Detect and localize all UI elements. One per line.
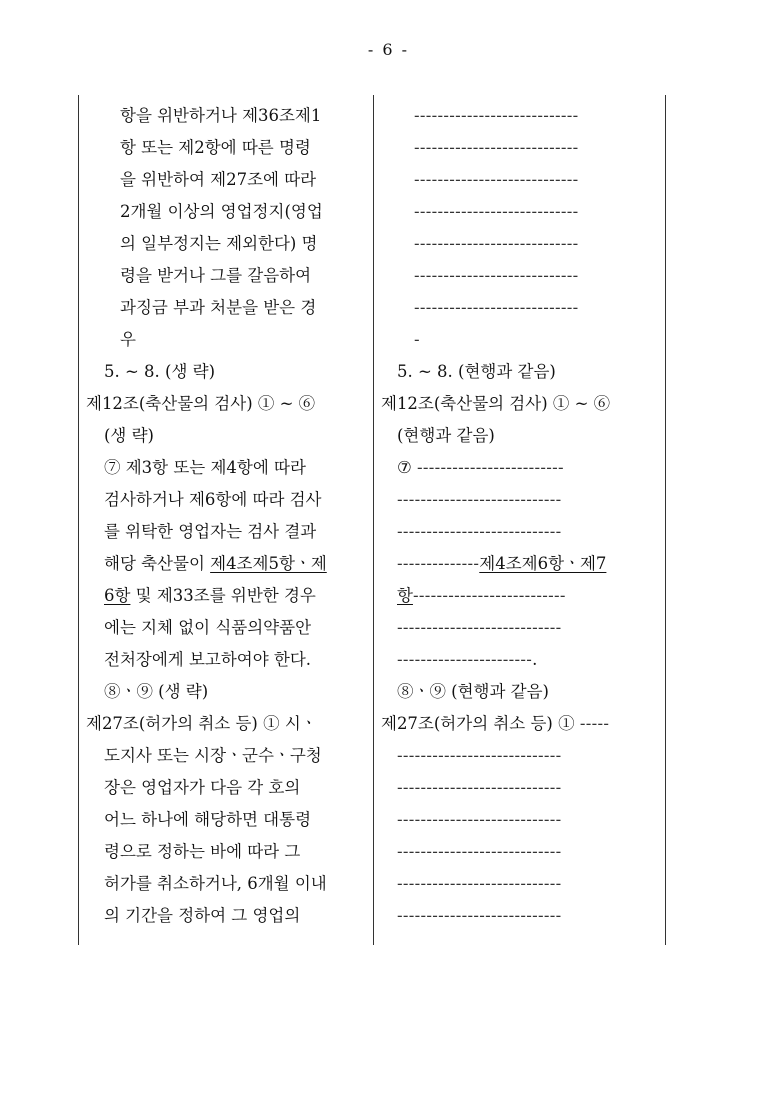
- left-line: 2개월 이상의 영업정지(영업: [120, 202, 323, 221]
- left-line: 제12조(축산물의 검사) ① ~ ⑥: [86, 394, 316, 413]
- left-line: 과징금 부과 처분을 받은 경: [120, 298, 317, 317]
- left-line: 항을 위반하거나 제36조제1: [120, 106, 322, 125]
- right-dash-line: ----------------------------: [397, 746, 562, 765]
- right-dash-line: ----------------------------: [397, 618, 562, 637]
- amended-reference: 제4조제5항ㆍ제: [210, 554, 327, 573]
- right-dash-line: ----------------------------: [397, 842, 562, 861]
- table-left-border: [78, 95, 79, 945]
- page-number: - 6 -: [367, 40, 410, 59]
- right-dash-line: ----------------------------: [414, 298, 579, 317]
- amended-reference: 항: [397, 586, 413, 605]
- left-line: 장은 영업자가 다음 각 호의: [104, 778, 301, 797]
- right-dash-line: ----------------------------: [414, 234, 579, 253]
- right-dash-line: ----------------------------: [397, 874, 562, 893]
- left-line: ⑦ 제3항 또는 제4항에 따라: [104, 458, 306, 477]
- right-line: 5. ~ 8. (현행과 같음): [397, 362, 556, 381]
- right-dash-line: ----------------------------: [397, 778, 562, 797]
- left-line: 어느 하나에 해당하면 대통령: [104, 810, 312, 829]
- right-dash-line: ----------------------------: [397, 810, 562, 829]
- right-line: (현행과 같음): [397, 426, 495, 445]
- left-line: ⑧ㆍ⑨ (생 략): [104, 682, 209, 701]
- left-line: 항 또는 제2항에 따른 명령: [120, 138, 311, 157]
- left-line: 의 일부정지는 제외한다) 명: [120, 234, 318, 253]
- left-line: 령으로 정하는 바에 따라 그: [104, 842, 301, 861]
- left-line: 령을 받거나 그를 갈음하여: [120, 266, 312, 285]
- right-line: 제12조(축산물의 검사) ① ~ ⑥: [381, 394, 611, 413]
- right-dash-line: ----------------------------: [397, 490, 562, 509]
- comparison-table: [78, 95, 666, 945]
- table-center-divider: [373, 95, 374, 945]
- right-line: --------------제4조제6항ㆍ제7: [397, 554, 607, 573]
- left-line: 검사하거나 제6항에 따라 검사: [104, 490, 322, 509]
- right-line: 제27조(허가의 취소 등) ① -----: [381, 714, 610, 733]
- amended-reference: 제4조제6항ㆍ제7: [479, 554, 607, 573]
- left-line: 허가를 취소하거나, 6개월 이내: [104, 874, 327, 893]
- right-line: ⑧ㆍ⑨ (현행과 같음): [397, 682, 549, 701]
- right-dash-line: ----------------------------: [414, 202, 579, 221]
- right-dash-line: ----------------------------: [397, 906, 562, 925]
- right-line: -----------------------.: [397, 650, 538, 669]
- left-line: 제27조(허가의 취소 등) ① 시ㆍ: [86, 714, 317, 733]
- left-line: 5. ~ 8. (생 략): [104, 362, 216, 381]
- left-line: 에는 지체 없이 식품의약품안: [104, 618, 312, 637]
- right-line: 항--------------------------: [397, 586, 566, 605]
- left-line: 도지사 또는 시장ㆍ군수ㆍ구청: [104, 746, 322, 765]
- left-line: 6항 및 제33조를 위반한 경우: [104, 586, 316, 605]
- amended-reference: 6항: [104, 586, 131, 605]
- right-dash-line: -: [414, 330, 420, 349]
- left-line: 우: [120, 330, 136, 349]
- right-dash-line: ----------------------------: [414, 266, 579, 285]
- right-dash-line: ----------------------------: [397, 522, 562, 541]
- left-line: 을 위반하여 제27조에 따라: [120, 170, 317, 189]
- left-line: 전처장에게 보고하여야 한다.: [104, 650, 312, 669]
- right-dash-line: ----------------------------: [414, 170, 579, 189]
- left-line: 해당 축산물이 제4조제5항ㆍ제: [104, 554, 327, 573]
- right-dash-line: ----------------------------: [414, 138, 579, 157]
- left-line: 를 위탁한 영업자는 검사 결과: [104, 522, 317, 541]
- right-line: ⑦ -------------------------: [397, 458, 564, 477]
- left-line: (생 략): [104, 426, 154, 445]
- left-line: 의 기간을 정하여 그 영업의: [104, 906, 301, 925]
- right-dash-line: ----------------------------: [414, 106, 579, 125]
